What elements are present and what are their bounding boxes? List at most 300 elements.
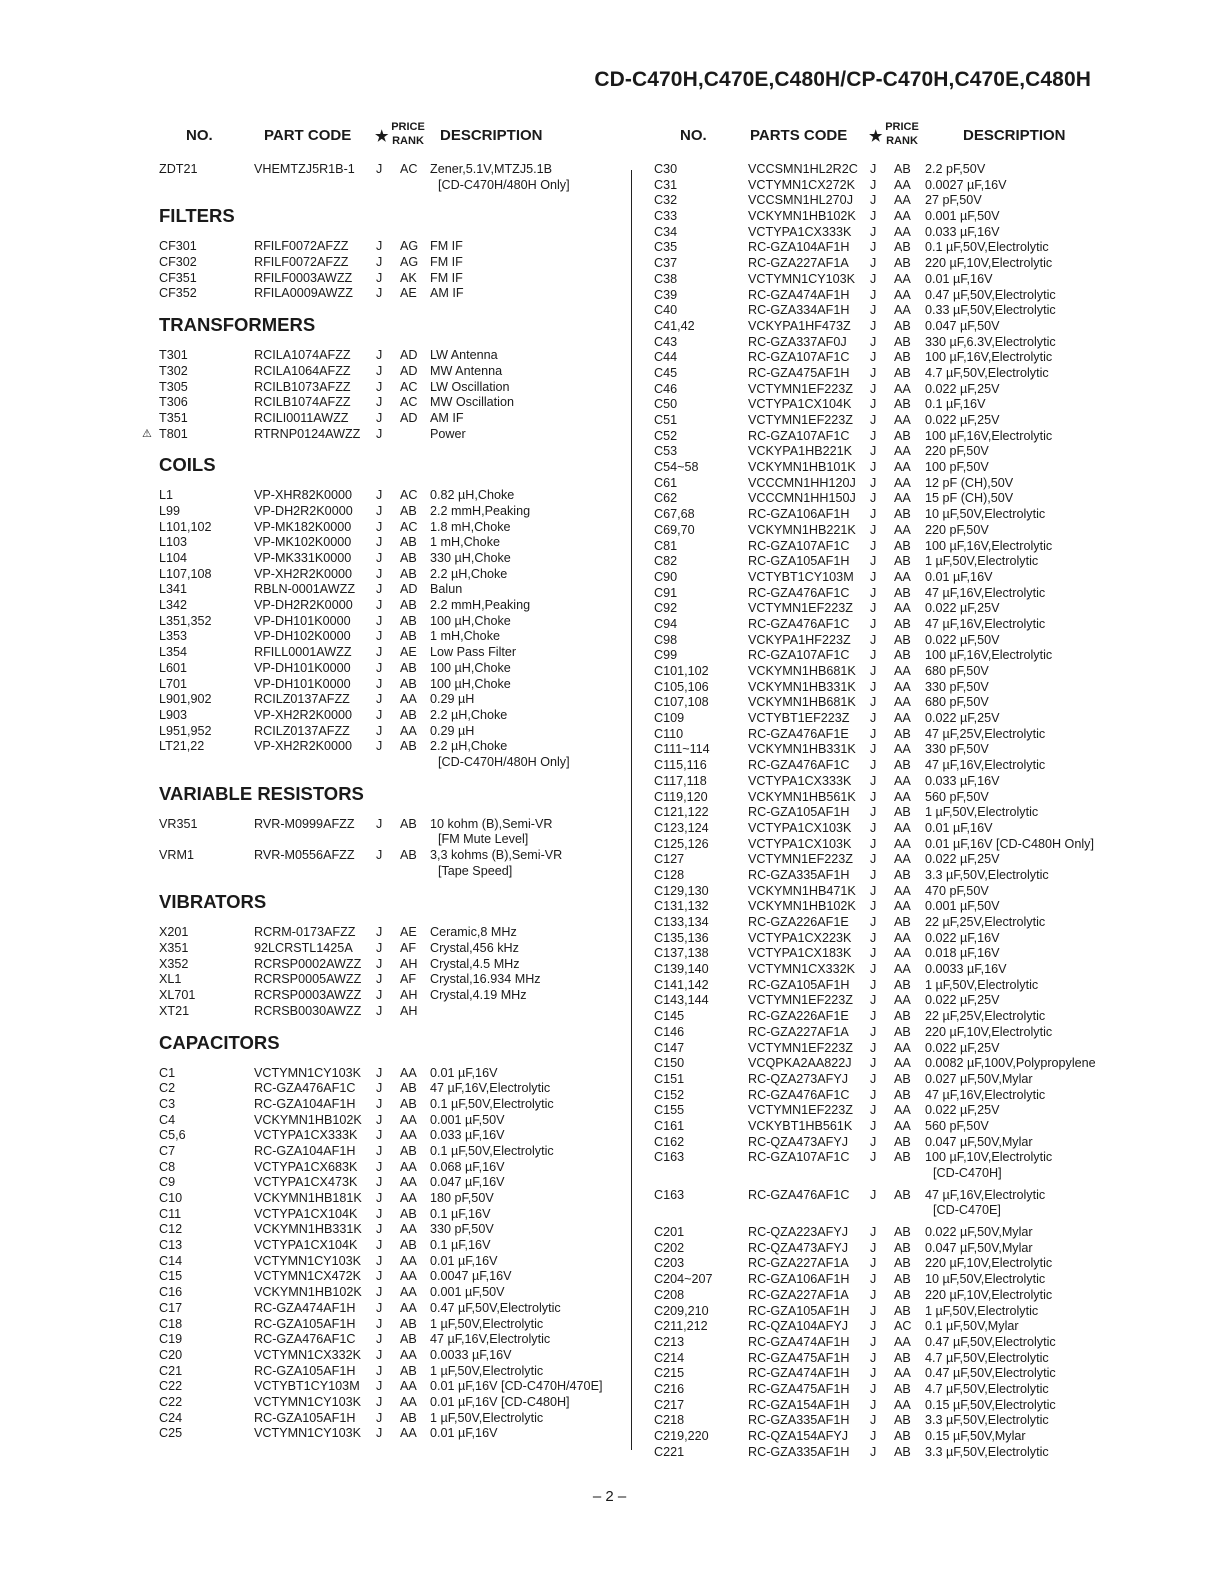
- mark-code: J: [870, 773, 877, 788]
- part-description: 330 pF,50V: [925, 742, 989, 757]
- part-number: C90: [654, 569, 678, 584]
- part-code: RCILA1074AFZZ: [254, 348, 351, 363]
- part-code: VP-DH102K0000: [254, 629, 351, 644]
- part-row: [643, 680, 1113, 696]
- part-row: [643, 1072, 1113, 1088]
- part-description: 100 µF,10V,Electrolytic: [925, 1150, 1053, 1165]
- price-rank: AA: [894, 789, 911, 804]
- part-row: [140, 380, 620, 396]
- header-no: NO.: [680, 127, 707, 144]
- price-rank: AA: [894, 522, 911, 537]
- part-row: [643, 1319, 1113, 1335]
- price-rank: AB: [894, 1303, 911, 1318]
- mark-code: J: [376, 1175, 383, 1190]
- mark-code: J: [870, 1024, 877, 1039]
- price-rank: AA: [400, 1253, 417, 1268]
- mark-code: J: [376, 1206, 383, 1221]
- part-number: C119,120: [654, 789, 708, 804]
- mark-code: J: [376, 255, 383, 270]
- part-number: L351,352: [159, 613, 212, 628]
- price-rank: AB: [400, 1238, 417, 1253]
- price-rank: AC: [400, 162, 418, 176]
- part-row: [140, 504, 620, 520]
- price-rank: AC: [400, 379, 418, 394]
- part-number: C5,6: [159, 1128, 186, 1143]
- mark-code: J: [376, 1238, 383, 1253]
- part-row: [643, 1009, 1113, 1025]
- part-description: 1 mH,Choke: [430, 629, 500, 644]
- mark-code: J: [870, 350, 877, 365]
- part-row: [140, 1364, 620, 1380]
- part-number: C211,212: [654, 1319, 708, 1334]
- mark-code: J: [376, 1316, 383, 1331]
- part-row: [140, 629, 620, 645]
- price-rank: AA: [894, 475, 911, 490]
- part-row: [643, 429, 1113, 445]
- part-number: C43: [654, 334, 678, 349]
- part-code: RCILA1064AFZZ: [254, 363, 351, 378]
- mark-code: J: [870, 397, 877, 412]
- part-code: VCTYPA1CX333K: [254, 1128, 358, 1143]
- part-number: XT21: [159, 1003, 190, 1018]
- part-row: [140, 957, 620, 973]
- part-number: C163: [654, 1150, 685, 1165]
- part-number: C3: [159, 1096, 176, 1111]
- price-rank: AB: [894, 428, 911, 443]
- description-continuation: [643, 1203, 1113, 1219]
- left-column: [140, 118, 620, 1442]
- part-description: MW Antenna: [430, 363, 503, 378]
- part-number: L951,952: [159, 723, 212, 738]
- price-rank: AB: [894, 162, 911, 176]
- price-rank: AA: [894, 930, 911, 945]
- part-number: C54~58: [654, 460, 699, 475]
- part-description: 0.01 µF,16V: [925, 820, 993, 835]
- mark-code: J: [376, 1003, 383, 1018]
- part-number: C163: [654, 1187, 685, 1202]
- price-rank: AA: [894, 695, 911, 710]
- part-number: C202: [654, 1240, 685, 1255]
- part-code: RC-QZA154AFYJ: [748, 1429, 849, 1443]
- part-description: 0.001 µF,50V: [925, 209, 1000, 224]
- mark-code: J: [376, 551, 383, 565]
- part-row: [643, 335, 1113, 351]
- mark-code: J: [870, 1187, 877, 1202]
- part-number: C91: [654, 585, 678, 600]
- part-code: RC-GZA476AF1C: [254, 1081, 356, 1096]
- mark-code: J: [376, 598, 383, 613]
- part-number: C16: [159, 1285, 183, 1300]
- part-number: C52: [654, 428, 678, 443]
- part-number: CF352: [159, 286, 197, 301]
- part-row: [140, 1317, 620, 1333]
- part-code: RCILB1074AFZZ: [254, 395, 351, 410]
- mark-code: J: [376, 1159, 383, 1174]
- price-rank: AB: [894, 318, 911, 333]
- part-number: C51: [654, 413, 678, 427]
- part-code: VP-DH101K0000: [254, 613, 351, 628]
- part-number: C62: [654, 491, 678, 506]
- part-row: [140, 614, 620, 630]
- part-number: C133,134: [654, 915, 709, 929]
- price-rank: AH: [400, 988, 418, 1003]
- price-rank: AB: [894, 1429, 911, 1443]
- part-description: 0.29 µH: [430, 692, 475, 707]
- mark-code: J: [870, 256, 877, 271]
- part-number: C45: [654, 365, 678, 380]
- header-price-rank: PRICE RANK: [885, 121, 919, 147]
- part-code: RC-GZA475AF1H: [748, 365, 850, 380]
- part-code: RC-GZA476AF1C: [748, 1187, 850, 1202]
- part-row: [643, 1135, 1113, 1151]
- part-row: [643, 1351, 1113, 1367]
- price-rank: AB: [894, 1413, 911, 1428]
- price-rank: AA: [894, 1103, 911, 1118]
- price-rank: AB: [400, 535, 417, 550]
- mark-code: J: [870, 1103, 877, 1118]
- part-row: [643, 491, 1113, 507]
- mark-code: J: [870, 993, 877, 1008]
- part-row: [643, 1288, 1113, 1304]
- part-description: 560 pF,50V: [925, 1118, 989, 1133]
- part-code: VCTYMN1EF223Z: [748, 993, 853, 1008]
- price-rank: AC: [400, 519, 418, 534]
- part-number: C20: [159, 1347, 183, 1362]
- part-number: C127: [654, 852, 685, 867]
- mark-code: J: [870, 444, 877, 459]
- part-row: [643, 1119, 1113, 1135]
- mark-code: J: [870, 334, 877, 349]
- mark-code: J: [870, 287, 877, 302]
- part-description: 0.1 µF,50V,Electrolytic: [430, 1096, 554, 1111]
- part-number: C151: [654, 1071, 685, 1086]
- mark-code: J: [376, 629, 383, 644]
- part-description: 330 pF,50V: [430, 1222, 494, 1237]
- part-code: VCTYMN1CX472K: [254, 1269, 362, 1284]
- part-number: C147: [654, 1040, 685, 1055]
- part-code: 92LCRSTL1425A: [254, 941, 353, 956]
- price-rank: AB: [894, 758, 911, 773]
- description-note: [FM Mute Level]: [438, 832, 529, 847]
- part-number: C129,130: [654, 883, 709, 898]
- part-number: C21: [159, 1363, 183, 1378]
- part-number: T351: [159, 410, 188, 425]
- part-row: [643, 758, 1113, 774]
- price-rank: AB: [894, 1071, 911, 1086]
- part-number: C213: [654, 1334, 685, 1349]
- section-heading: VARIABLE RESISTORS: [159, 782, 364, 804]
- part-number: L341: [159, 582, 188, 597]
- part-row: [140, 255, 620, 271]
- part-row: [643, 962, 1113, 978]
- part-row: [140, 1348, 620, 1364]
- part-row: [140, 1175, 620, 1191]
- mark-code: J: [870, 805, 877, 820]
- part-description: 220 µF,10V,Electrolytic: [925, 1024, 1053, 1039]
- price-rank: AA: [894, 836, 911, 851]
- part-number: C221: [654, 1444, 685, 1459]
- part-row: [140, 162, 620, 178]
- part-code: RC-GZA227AF1A: [748, 256, 849, 271]
- price-rank: AB: [894, 507, 911, 522]
- price-rank: AC: [400, 395, 418, 410]
- part-code: VCKYMN1HB681K: [748, 664, 856, 678]
- part-code: VCKYMN1HB681K: [748, 695, 856, 710]
- part-description: FM IF: [430, 239, 463, 254]
- part-number: C131,132: [654, 899, 709, 914]
- section-heading: FILTERS: [159, 205, 235, 227]
- price-rank: AB: [894, 240, 911, 255]
- part-code: RC-QZA273AFYJ: [748, 1071, 849, 1086]
- price-rank: AA: [894, 491, 911, 506]
- mark-code: J: [870, 601, 877, 616]
- part-row: [140, 1207, 620, 1223]
- header-description: DESCRIPTION: [440, 127, 543, 144]
- part-number: C125,126: [654, 836, 709, 851]
- part-code: VCTYPA1CX104K: [748, 397, 852, 412]
- part-number: C141,142: [654, 977, 709, 992]
- part-row: [643, 272, 1113, 288]
- part-number: X201: [159, 925, 189, 940]
- price-rank: AB: [894, 1350, 911, 1365]
- part-number: C82: [654, 554, 678, 569]
- header-part-code: PART CODE: [264, 127, 352, 144]
- part-description: 0.1 µF,50V,Mylar: [925, 1319, 1019, 1334]
- part-description: 0.001 µF,50V: [430, 1285, 505, 1300]
- part-number: C143,144: [654, 993, 709, 1008]
- price-rank: AB: [894, 1225, 911, 1240]
- price-rank: AA: [400, 1159, 417, 1174]
- price-rank: AA: [894, 664, 911, 678]
- part-number: C110: [654, 726, 684, 741]
- part-row: [140, 988, 620, 1004]
- price-rank: AB: [400, 503, 417, 518]
- mark-code: J: [870, 977, 877, 992]
- price-rank: AD: [400, 348, 418, 363]
- part-number: C31: [654, 177, 678, 192]
- mark-code: J: [870, 1334, 877, 1349]
- part-number: C22: [159, 1379, 183, 1394]
- part-number: L1: [159, 488, 174, 503]
- part-code: RC-GZA476AF1C: [748, 585, 850, 600]
- part-row: [643, 413, 1113, 429]
- part-description: 0.1 µF,16V: [430, 1206, 491, 1221]
- price-rank: AB: [894, 648, 911, 663]
- part-code: VCKYMN1HB471K: [748, 883, 856, 898]
- part-number: C25: [159, 1426, 183, 1441]
- part-description: FM IF: [430, 270, 463, 285]
- price-rank: AG: [400, 239, 419, 254]
- part-number: C214: [654, 1350, 685, 1365]
- part-row: [643, 288, 1113, 304]
- part-number: L342: [159, 598, 188, 613]
- part-number: C201: [654, 1225, 685, 1240]
- part-number: C30: [654, 162, 678, 176]
- part-row: [643, 193, 1113, 209]
- mark-code: J: [870, 1429, 877, 1443]
- part-code: RC-QZA104AFYJ: [748, 1319, 849, 1334]
- part-code: RC-GZA335AF1H: [748, 1444, 850, 1459]
- part-code: VCTYPA1CX183K: [748, 946, 852, 961]
- part-code: RC-GZA476AF1E: [748, 726, 849, 741]
- mark-code: J: [376, 645, 383, 660]
- part-row: [643, 397, 1113, 413]
- mark-code: J: [376, 1347, 383, 1362]
- description-continuation: [140, 178, 620, 194]
- price-rank: AK: [400, 270, 417, 285]
- price-rank: AB: [894, 867, 911, 882]
- mark-code: J: [870, 1397, 877, 1412]
- mark-code: J: [870, 507, 877, 522]
- part-code: VCTYPA1CX104K: [254, 1206, 358, 1221]
- part-description: 0.047 µF,50V,Mylar: [925, 1134, 1033, 1149]
- part-number: C215: [654, 1366, 685, 1381]
- part-number: C135,136: [654, 930, 709, 945]
- part-number: C115,116: [654, 758, 707, 773]
- part-row: [643, 931, 1113, 947]
- part-description: 100 µH,Choke: [430, 613, 511, 628]
- part-row: [643, 256, 1113, 272]
- part-number: C209,210: [654, 1303, 709, 1318]
- part-row: [643, 476, 1113, 492]
- part-number: C69,70: [654, 522, 695, 537]
- price-rank: AA: [400, 1128, 417, 1143]
- part-number: C109: [654, 711, 685, 726]
- mark-code: J: [870, 1225, 877, 1240]
- price-rank: AE: [400, 286, 417, 301]
- part-description: 1 µF,50V,Electrolytic: [925, 977, 1039, 992]
- price-rank: AA: [894, 193, 911, 208]
- price-rank: AA: [400, 1426, 417, 1441]
- part-row: [643, 523, 1113, 539]
- price-rank: AA: [894, 852, 911, 867]
- mark-code: J: [376, 519, 383, 534]
- part-description: Crystal,4.5 MHz: [430, 956, 520, 971]
- part-description: 47 µF,16V,Electrolytic: [925, 758, 1046, 773]
- part-code: VCKYMN1HB221K: [748, 522, 856, 537]
- part-code: RC-GZA107AF1C: [748, 1150, 850, 1165]
- part-row: [140, 520, 620, 536]
- part-row: [140, 271, 620, 287]
- part-row: [140, 1301, 620, 1317]
- part-code: RTRNP0124AWZZ: [254, 426, 361, 441]
- mark-code: J: [376, 363, 383, 378]
- part-number: L353: [159, 629, 188, 644]
- price-rank: AA: [894, 1056, 911, 1071]
- part-code: RC-GZA107AF1C: [748, 428, 850, 443]
- part-description: 100 µF,16V,Electrolytic: [925, 538, 1053, 553]
- part-description: 0.047 µF,16V: [430, 1175, 505, 1190]
- part-number: LT21,22: [159, 739, 205, 754]
- price-rank: AA: [400, 1222, 417, 1237]
- part-number: C155: [654, 1103, 685, 1118]
- part-number: CF302: [159, 255, 197, 270]
- part-row: [140, 1128, 620, 1144]
- part-row: [643, 444, 1113, 460]
- price-rank: AB: [894, 1381, 911, 1396]
- part-description: 0.022 µF,25V: [925, 1103, 1000, 1118]
- part-code: VCTYBT1EF223Z: [748, 711, 850, 726]
- part-number: L354: [159, 645, 188, 660]
- mark-code: J: [376, 566, 383, 581]
- price-rank: AA: [894, 381, 911, 396]
- part-row: [643, 1041, 1113, 1057]
- mark-code: J: [870, 742, 877, 757]
- part-description: 0.022 µF,50V,Mylar: [925, 1225, 1033, 1240]
- part-row: [643, 225, 1113, 241]
- mark-code: J: [870, 460, 877, 475]
- part-description: 0.022 µF,25V: [925, 381, 1000, 396]
- part-description: 680 pF,50V: [925, 695, 989, 710]
- part-row: [140, 1191, 620, 1207]
- part-description: Low Pass Filter: [430, 645, 517, 660]
- part-description: 3.3 µF,50V,Electrolytic: [925, 1444, 1049, 1459]
- part-row: [643, 1225, 1113, 1241]
- mark-code: J: [376, 739, 383, 754]
- mark-code: J: [870, 413, 877, 427]
- part-number: C162: [654, 1134, 685, 1149]
- part-description: 2.2 µH,Choke: [430, 566, 508, 581]
- part-description: 0.033 µF,16V: [430, 1128, 505, 1143]
- part-number: L103: [159, 535, 188, 550]
- part-code: RC-GZA475AF1H: [748, 1381, 850, 1396]
- price-rank: AG: [400, 255, 419, 270]
- part-row: [140, 1004, 620, 1020]
- mark-code: J: [870, 1056, 877, 1071]
- mark-code: J: [870, 1287, 877, 1302]
- part-row: [140, 364, 620, 380]
- part-row: [140, 677, 620, 693]
- mark-code: J: [376, 692, 383, 707]
- part-description: 0.0033 µF,16V: [925, 962, 1007, 977]
- part-code: VCTYPA1CX683K: [254, 1159, 358, 1174]
- part-row: [643, 240, 1113, 256]
- price-rank: AA: [400, 1300, 417, 1315]
- part-description: Balun: [430, 582, 463, 597]
- price-rank: AA: [894, 177, 911, 192]
- part-row: [140, 488, 620, 504]
- part-description: 47 µF,16V,Electrolytic: [925, 1087, 1046, 1102]
- part-row: [643, 1445, 1113, 1461]
- part-code: VCTYMN1CY103K: [254, 1426, 362, 1441]
- mark-code: J: [376, 1253, 383, 1268]
- part-code: RC-GZA476AF1C: [748, 616, 850, 631]
- mark-code: J: [870, 240, 877, 255]
- mark-code: J: [870, 193, 877, 208]
- part-code: RC-GZA474AF1H: [748, 287, 850, 302]
- mark-code: J: [870, 852, 877, 867]
- part-description: 0.001 µF,50V: [925, 899, 1000, 914]
- price-rank: AA: [894, 883, 911, 898]
- price-rank: AA: [894, 460, 911, 475]
- mark-code: J: [376, 239, 383, 254]
- part-row: [140, 661, 620, 677]
- part-row: [140, 645, 620, 661]
- part-description: 3,3 kohms (B),Semi-VR: [430, 848, 563, 862]
- part-row: [643, 1304, 1113, 1320]
- price-rank: AB: [400, 551, 417, 565]
- part-description: 0.01 µF,16V [CD-C480H Only]: [925, 836, 1094, 851]
- price-rank: AB: [400, 629, 417, 644]
- part-description: 47 µF,16V,Electrolytic: [430, 1081, 551, 1096]
- part-number: C99: [654, 648, 678, 663]
- part-code: VCKYMN1HB331K: [748, 679, 856, 694]
- part-code: VP-MK102K0000: [254, 535, 352, 550]
- part-code: VCCSMN1HL270J: [748, 193, 853, 208]
- part-code: RFILF0003AWZZ: [254, 270, 353, 285]
- mark-code: J: [376, 660, 383, 675]
- part-number: C94: [654, 616, 678, 631]
